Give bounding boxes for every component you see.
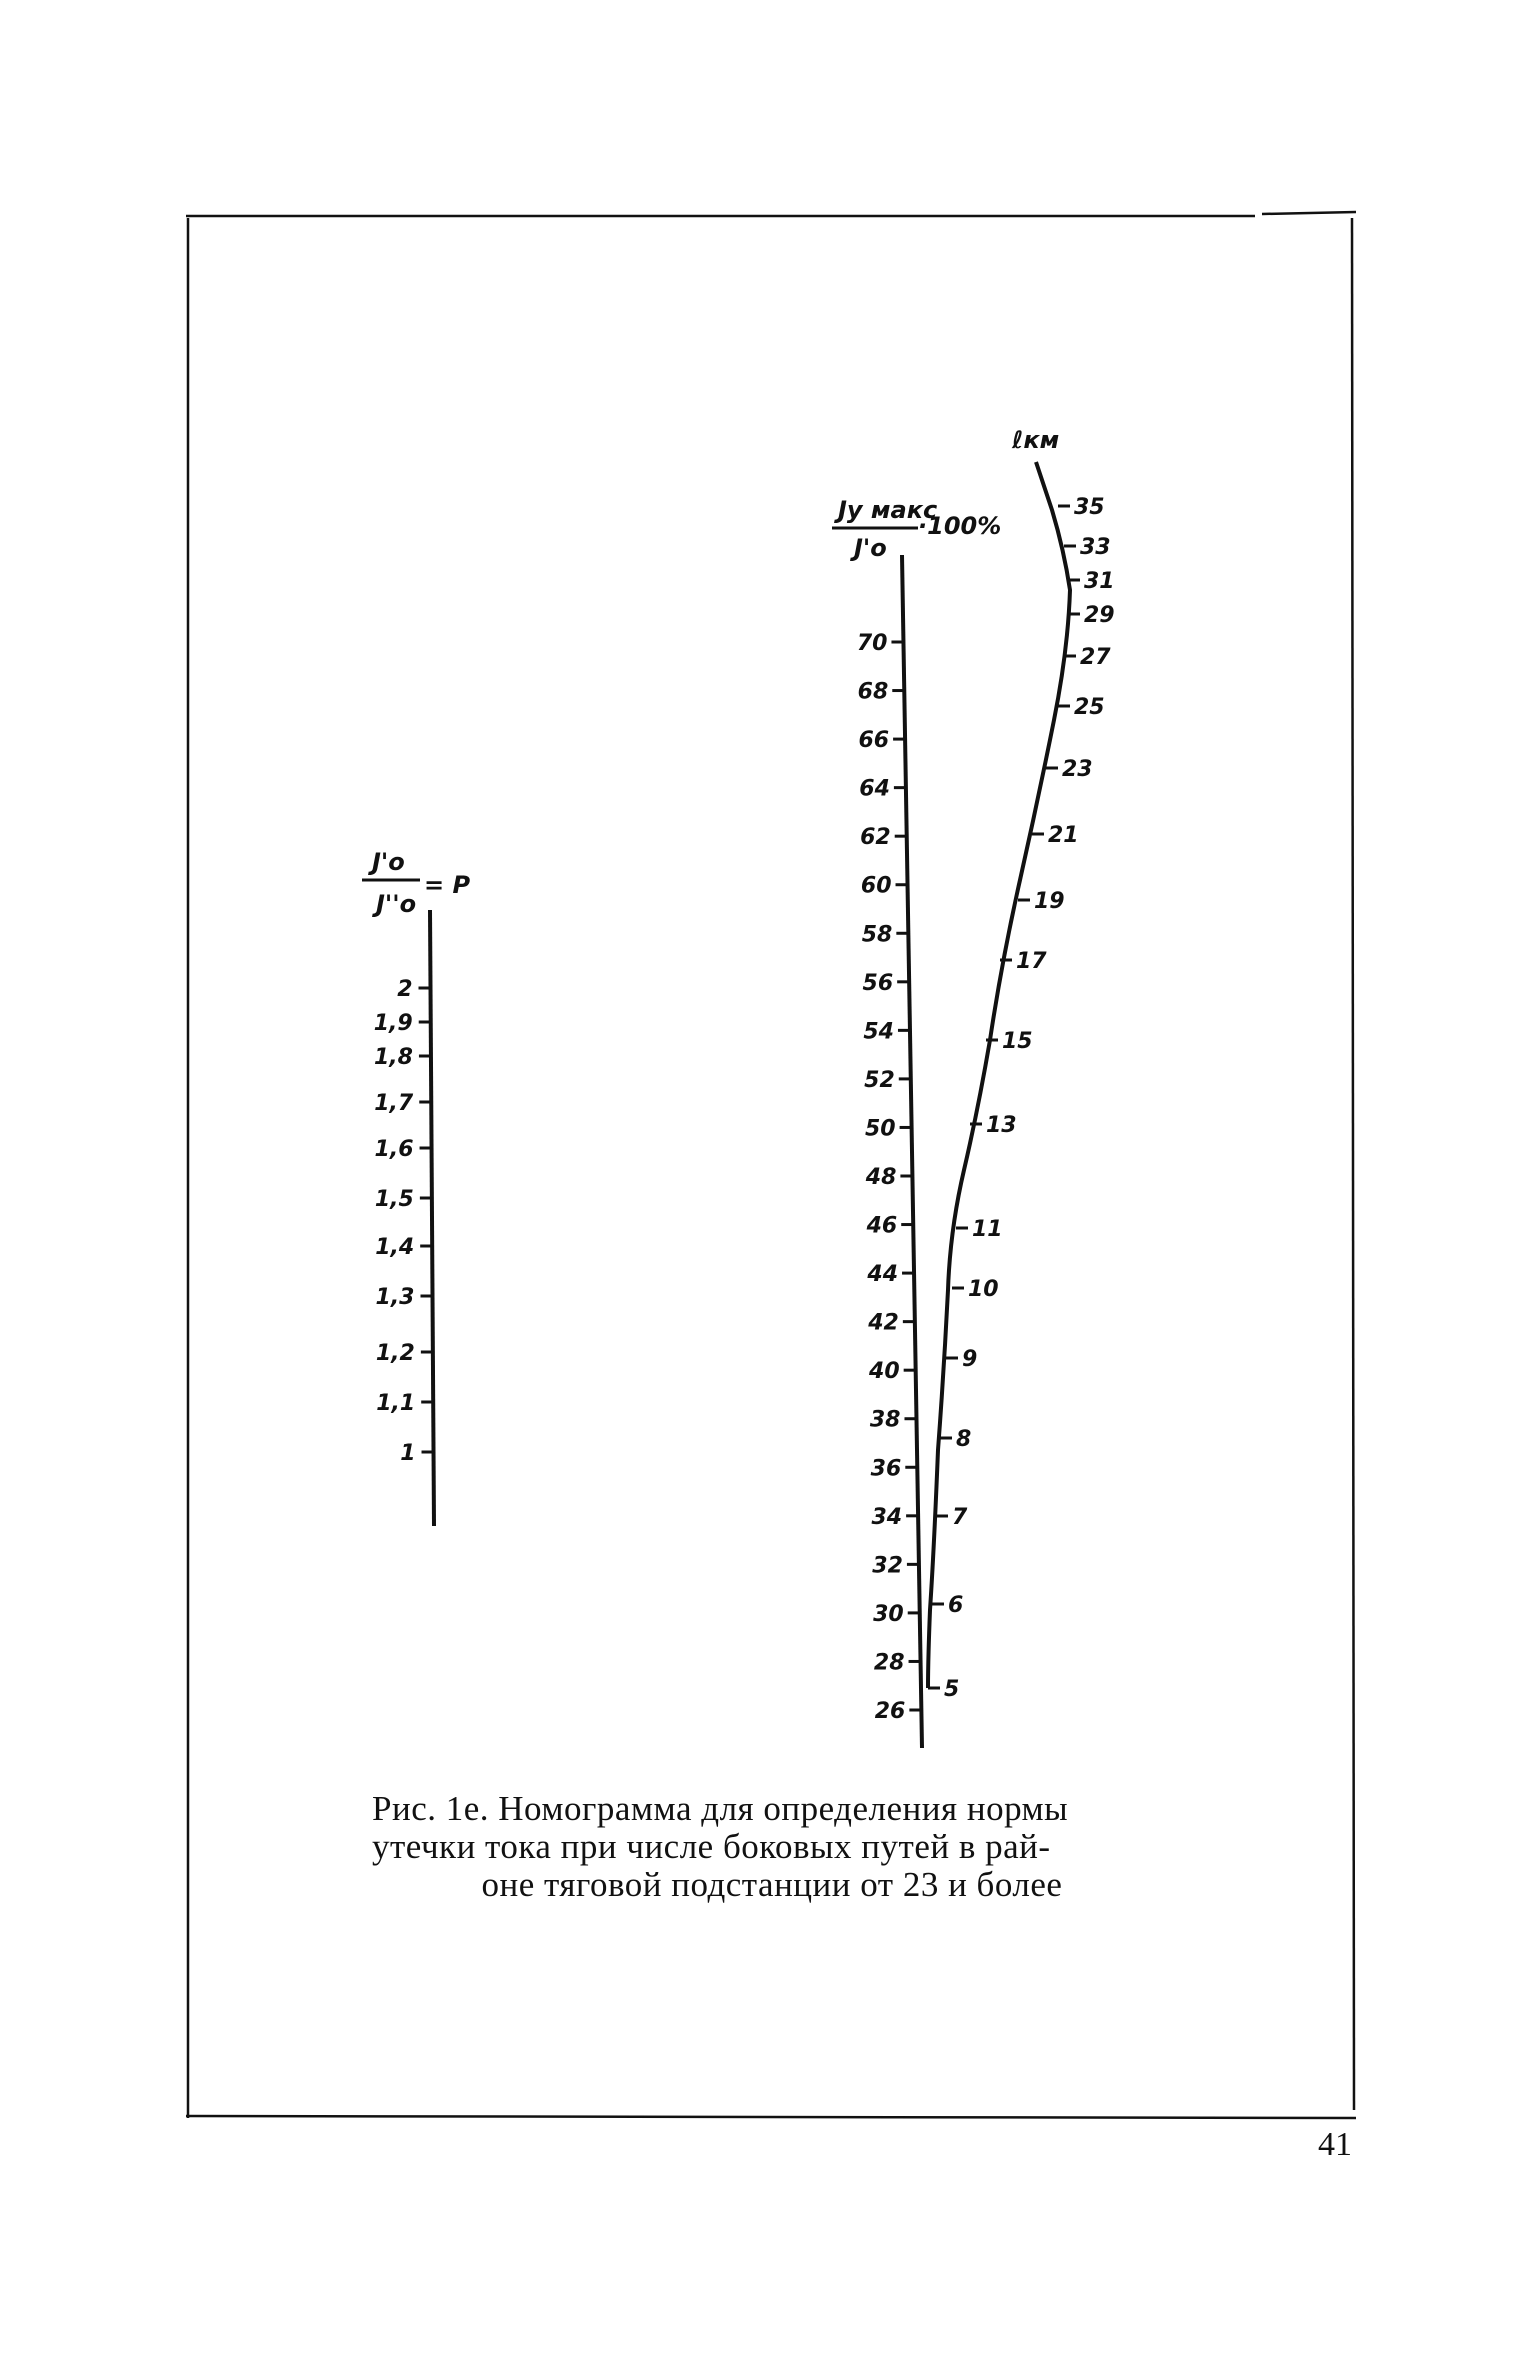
- leak-tick-label: 44: [867, 1262, 899, 1288]
- leak-tick-label: 38: [869, 1407, 901, 1433]
- p-tick-label: 1,1: [376, 1391, 416, 1416]
- length-tick-label: 21: [1048, 823, 1079, 848]
- p-tick-label: 1,8: [373, 1045, 413, 1070]
- p-tick-label: 1,6: [374, 1137, 414, 1162]
- leak-tick-label: 42: [868, 1310, 899, 1336]
- leak-tick-label: 36: [870, 1456, 902, 1482]
- leak-tick-label: 34: [871, 1504, 903, 1530]
- p-tick-label: 1: [400, 1441, 416, 1466]
- p-scale-title-suffix: = P: [424, 871, 471, 899]
- leak-tick-label: 26: [874, 1699, 906, 1724]
- page-number: 41: [1318, 2126, 1352, 2163]
- leak-tick-label: 52: [864, 1067, 895, 1093]
- length-tick-label: 33: [1080, 535, 1111, 560]
- p-tick-label: 1,4: [375, 1235, 415, 1260]
- p-scale-ticks: [374, 977, 434, 1466]
- p-tick-label: 1,7: [374, 1091, 414, 1116]
- length-tick-label: 27: [1080, 645, 1111, 670]
- caption-line-2: утечки тока при числе боковых путей в рай-: [372, 1827, 1051, 1866]
- p-scale: [362, 848, 470, 1526]
- leak-tick-label: 54: [863, 1019, 894, 1045]
- length-tick-label: 31: [1084, 569, 1115, 594]
- p-tick-label: 2: [397, 977, 413, 1002]
- length-tick-label: 7: [952, 1505, 968, 1530]
- length-tick-label: 23: [1062, 757, 1093, 782]
- p-tick-label: 1,2: [375, 1341, 415, 1366]
- leak-scale-axis: [902, 555, 922, 1748]
- length-scale: [928, 426, 1115, 1702]
- leak-tick-label: 60: [860, 873, 892, 899]
- leak-tick-label: 66: [858, 728, 890, 754]
- length-tick-label: 10: [968, 1277, 999, 1302]
- caption-line-1: Рис. 1е. Номограмма для определения нормы: [372, 1789, 1069, 1828]
- length-tick-label: 15: [1002, 1029, 1033, 1054]
- length-tick-label: 19: [1034, 889, 1065, 914]
- length-tick-label: 5: [944, 1677, 960, 1702]
- length-tick-label: 9: [962, 1347, 978, 1372]
- leak-tick-label: 62: [860, 825, 891, 851]
- leak-tick-label: 64: [859, 776, 890, 802]
- length-tick-label: 25: [1074, 695, 1105, 720]
- leak-tick-label: 70: [856, 631, 888, 656]
- leak-tick-label: 32: [872, 1553, 903, 1579]
- leak-tick-label: 48: [865, 1165, 897, 1190]
- length-tick-label: 8: [956, 1427, 972, 1452]
- leak-scale-title-suffix: ·100%: [918, 512, 1002, 540]
- caption-line-3: оне тяговой подстанции от 23 и более: [481, 1865, 1063, 1904]
- length-tick-label: 29: [1084, 603, 1115, 628]
- leak-tick-label: 50: [864, 1116, 896, 1142]
- leak-tick-label: 30: [873, 1601, 904, 1627]
- length-scale-ticks: [928, 495, 1115, 1702]
- p-scale-title-denominator: J''o: [376, 890, 417, 918]
- p-scale-title-numerator: J'o: [372, 848, 405, 876]
- length-tick-label: 11: [972, 1217, 1003, 1242]
- leak-tick-label: 56: [862, 970, 894, 996]
- leak-tick-label: 58: [861, 922, 893, 948]
- length-tick-label: 35: [1074, 495, 1105, 520]
- leak-tick-label: 46: [866, 1213, 898, 1239]
- leak-tick-label: 40: [869, 1359, 900, 1385]
- length-tick-label: 17: [1016, 949, 1047, 974]
- p-tick-label: 1,3: [375, 1285, 415, 1310]
- p-tick-label: 1,5: [374, 1187, 414, 1212]
- leak-scale-title-numerator: Jу макс: [838, 496, 938, 524]
- p-tick-label: 1,9: [373, 1011, 413, 1036]
- length-tick-label: 6: [948, 1593, 964, 1618]
- leak-scale-title-denominator: J'o: [854, 534, 887, 562]
- length-scale-title: ℓкм: [1012, 426, 1060, 454]
- leak-tick-label: 68: [857, 679, 889, 705]
- length-tick-label: 13: [986, 1113, 1017, 1138]
- leak-tick-label: 28: [873, 1650, 905, 1676]
- length-scale-curve: [928, 462, 1070, 1688]
- figure-caption: [372, 1790, 1172, 1904]
- leak-scale-ticks: [857, 631, 922, 1724]
- p-scale-axis: [430, 910, 434, 1526]
